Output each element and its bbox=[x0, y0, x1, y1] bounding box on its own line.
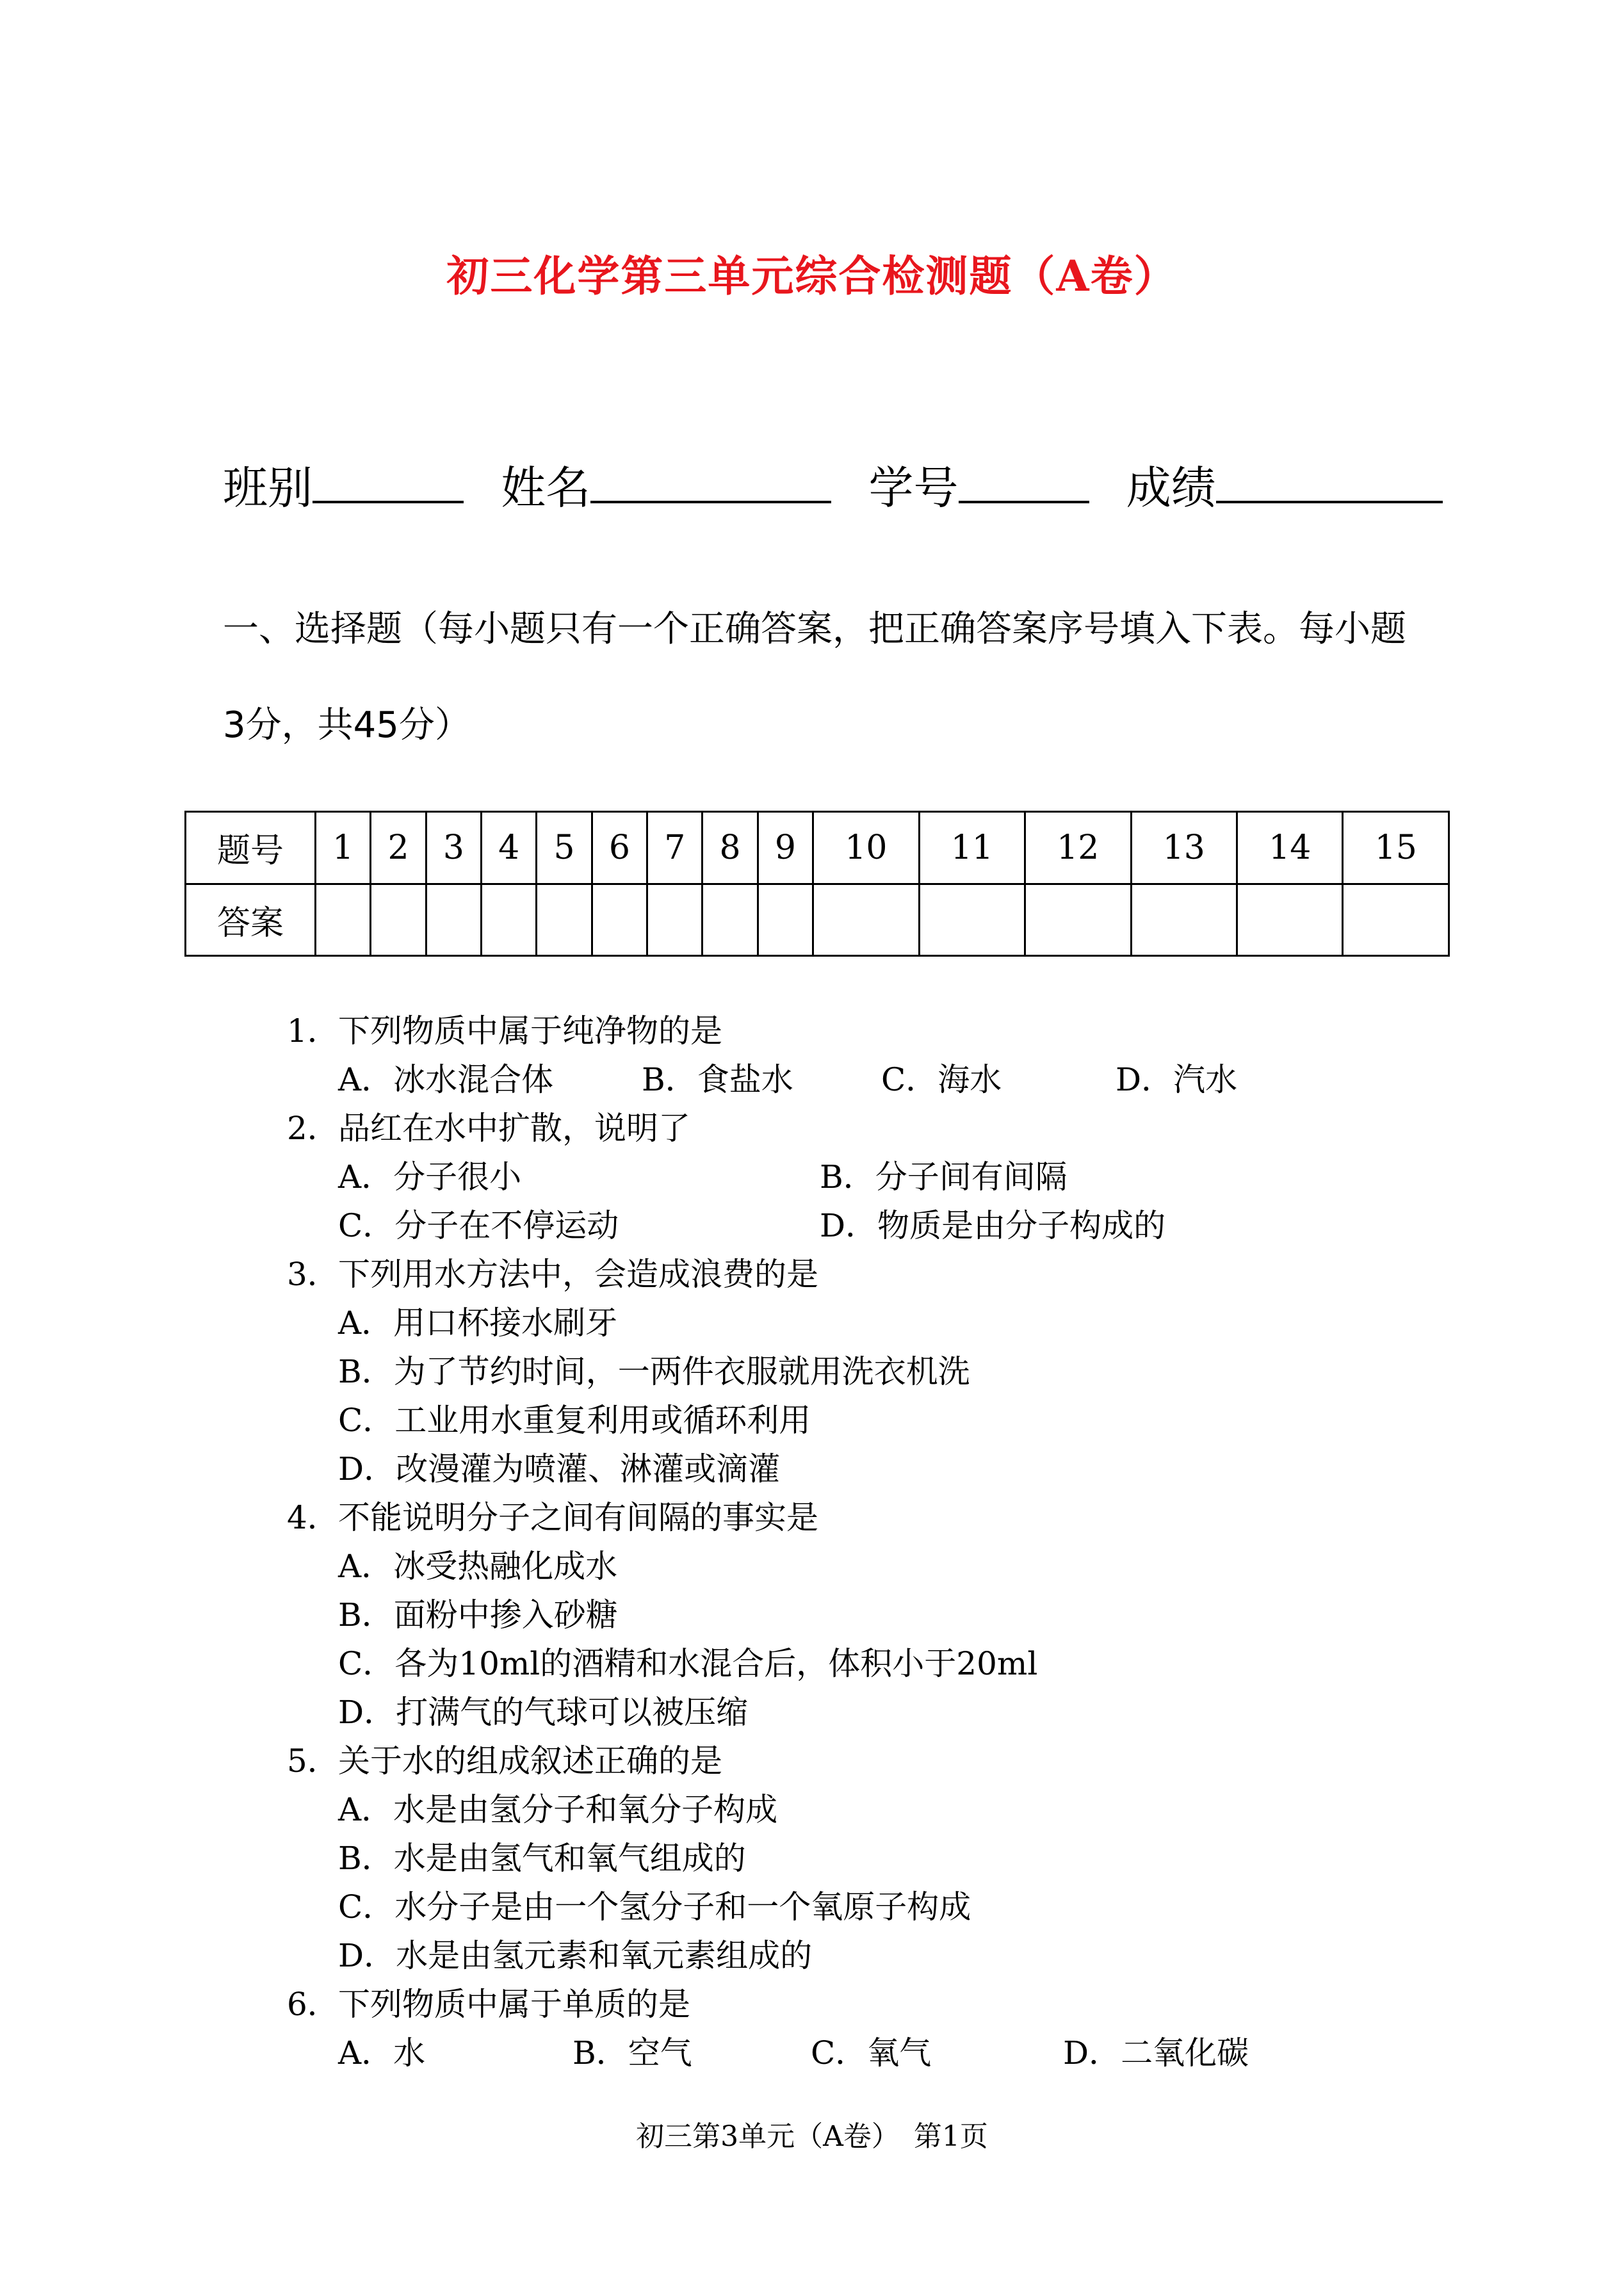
question-number: 4． bbox=[287, 1499, 339, 1536]
question-number: 3． bbox=[287, 1256, 339, 1293]
answer-cell[interactable] bbox=[647, 884, 702, 956]
number-cell: 2 bbox=[371, 812, 426, 884]
number-cell: 8 bbox=[702, 812, 758, 884]
question-stem: 关于水的组成叙述正确的是 bbox=[338, 1742, 722, 1780]
question-stem: 品红在水中扩散，说明了 bbox=[338, 1110, 690, 1147]
answer-cell[interactable] bbox=[537, 884, 592, 956]
number-cell: 15 bbox=[1343, 812, 1449, 884]
question-5 bbox=[287, 1737, 1440, 1980]
number-cell: 3 bbox=[426, 812, 481, 884]
answer-cell[interactable] bbox=[758, 884, 813, 956]
option-a: A．用口杯接水刷牙 bbox=[338, 1304, 618, 1342]
option-c: C．海水 bbox=[881, 1061, 1002, 1098]
student-id-label: 学号 bbox=[868, 462, 959, 514]
answer-cell[interactable] bbox=[482, 884, 537, 956]
answer-cell[interactable] bbox=[426, 884, 481, 956]
answer-cell[interactable] bbox=[813, 884, 919, 956]
question-number: 6． bbox=[287, 1986, 339, 2023]
option-d: D．水是由氢元素和氧元素组成的 bbox=[338, 1937, 813, 1974]
option-a: A．水是由氢分子和氧分子构成 bbox=[338, 1791, 778, 1828]
option-b: B．水是由氢气和氧气组成的 bbox=[338, 1840, 746, 1877]
score-blank bbox=[1216, 460, 1443, 503]
answer-row bbox=[186, 884, 1449, 956]
number-cell: 4 bbox=[482, 812, 537, 884]
student-info-line bbox=[223, 452, 1443, 517]
option-d: D．二氧化碳 bbox=[1063, 2034, 1249, 2072]
question-stem: 不能说明分子之间有间隔的事实是 bbox=[338, 1499, 818, 1536]
option-c: C．分子在不停运动 bbox=[338, 1207, 619, 1244]
number-cell: 1 bbox=[316, 812, 371, 884]
option-a: A．冰水混合体 bbox=[338, 1061, 554, 1098]
option-d: D．打满气的气球可以被压缩 bbox=[338, 1694, 749, 1731]
option-c: C．各为10ml的酒精和水混合后，体积小于20ml bbox=[338, 1645, 1038, 1682]
answer-cell[interactable] bbox=[592, 884, 647, 956]
class-blank bbox=[313, 460, 464, 503]
question-6 bbox=[287, 1980, 1440, 2077]
option-c: C．水分子是由一个氢分子和一个氧原子构成 bbox=[338, 1888, 971, 1926]
option-b: B．面粉中掺入砂糖 bbox=[338, 1596, 618, 1634]
student-id-blank bbox=[959, 460, 1089, 503]
question-number: 5． bbox=[287, 1742, 339, 1780]
number-cell: 7 bbox=[647, 812, 702, 884]
question-3 bbox=[287, 1250, 1440, 1493]
number-cell: 9 bbox=[758, 812, 813, 884]
option-a: A．冰受热融化成水 bbox=[338, 1548, 618, 1585]
name-label: 姓名 bbox=[501, 462, 591, 514]
name-blank bbox=[590, 460, 831, 503]
question-2 bbox=[287, 1104, 1440, 1250]
answer-table bbox=[184, 811, 1450, 957]
number-cell: 10 bbox=[813, 812, 919, 884]
question-number: 2． bbox=[287, 1110, 339, 1147]
page-title: 初三化学第三单元综合检测题（A卷） bbox=[446, 251, 1178, 301]
question-list bbox=[287, 1007, 1440, 2077]
number-row bbox=[186, 812, 1449, 884]
option-a: A．水 bbox=[338, 2034, 426, 2072]
option-b: B．空气 bbox=[572, 2034, 692, 2072]
option-b: B．为了节约时间，一两件衣服就用洗衣机洗 bbox=[338, 1353, 970, 1390]
question-number: 1． bbox=[287, 1012, 339, 1050]
question-stem: 下列用水方法中，会造成浪费的是 bbox=[338, 1256, 818, 1293]
option-d: D．汽水 bbox=[1116, 1061, 1238, 1098]
option-c: C．氧气 bbox=[811, 2034, 932, 2072]
number-cell: 11 bbox=[919, 812, 1025, 884]
answer-cell[interactable] bbox=[1237, 884, 1342, 956]
answer-cell[interactable] bbox=[316, 884, 371, 956]
question-4 bbox=[287, 1493, 1440, 1737]
question-1 bbox=[287, 1007, 1440, 1104]
answer-cell[interactable] bbox=[1343, 884, 1449, 956]
number-cell: 6 bbox=[592, 812, 647, 884]
number-cell: 14 bbox=[1237, 812, 1342, 884]
option-b: B．食盐水 bbox=[642, 1061, 793, 1098]
score-label: 成绩 bbox=[1126, 462, 1216, 514]
answer-cell[interactable] bbox=[1131, 884, 1237, 956]
answer-cell[interactable] bbox=[1025, 884, 1131, 956]
option-a: A．分子很小 bbox=[338, 1158, 522, 1196]
row-label-number: 题号 bbox=[186, 812, 316, 884]
question-stem: 下列物质中属于单质的是 bbox=[338, 1986, 690, 2023]
number-cell: 12 bbox=[1025, 812, 1131, 884]
option-d: D．物质是由分子构成的 bbox=[820, 1207, 1166, 1244]
question-stem: 下列物质中属于纯净物的是 bbox=[338, 1012, 722, 1050]
answer-cell[interactable] bbox=[702, 884, 758, 956]
answer-cell[interactable] bbox=[371, 884, 426, 956]
option-d: D．改漫灌为喷灌、淋灌或滴灌 bbox=[338, 1450, 781, 1488]
row-label-answer: 答案 bbox=[186, 884, 316, 956]
page-footer: 初三第3单元（A卷） 第1页 bbox=[636, 2120, 988, 2153]
section-heading: 一、选择题（每小题只有一个正确答案，把正确答案序号填入下表。每小题3分，共45分） bbox=[223, 608, 1406, 746]
number-cell: 13 bbox=[1131, 812, 1237, 884]
answer-cell[interactable] bbox=[919, 884, 1025, 956]
class-label: 班别 bbox=[223, 462, 313, 514]
option-c: C．工业用水重复利用或循环利用 bbox=[338, 1402, 811, 1439]
option-b: B．分子间有间隔 bbox=[820, 1158, 1068, 1196]
number-cell: 5 bbox=[537, 812, 592, 884]
